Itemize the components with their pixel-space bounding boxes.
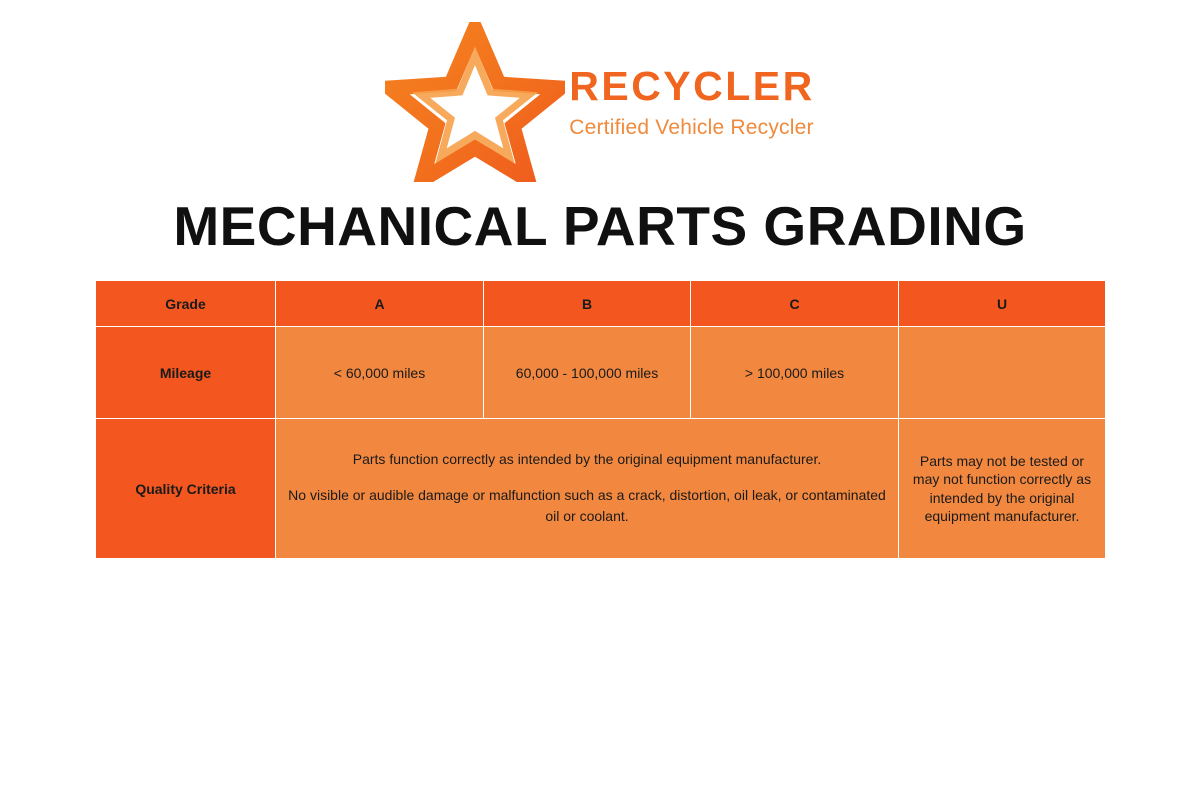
header-a: A xyxy=(276,281,484,327)
quality-abc xyxy=(276,419,899,559)
logo-text xyxy=(569,63,815,139)
brand-name: RECYCLER xyxy=(569,63,815,109)
mileage-c: > 100,000 miles xyxy=(691,327,899,419)
grading-table xyxy=(95,280,1106,559)
mileage-a: < 60,000 miles xyxy=(276,327,484,419)
brand-tagline: Certified Vehicle Recycler xyxy=(569,116,814,139)
table-row xyxy=(96,327,1106,419)
row-label-mileage: Mileage xyxy=(96,327,276,419)
mileage-b: 60,000 - 100,000 miles xyxy=(484,327,691,419)
header-grade: Grade xyxy=(96,281,276,327)
page-title: MECHANICAL PARTS GRADING xyxy=(173,195,1027,257)
header-b: B xyxy=(484,281,691,327)
table-header-row xyxy=(96,281,1106,327)
quality-u: Parts may not be tested or may not function correctly as intended by the original equipment manufacturer. xyxy=(899,419,1106,559)
quality-text-1: Parts function correctly as intended by the original equipment manufacturer. xyxy=(352,450,822,467)
logo xyxy=(0,22,1200,182)
header-c: C xyxy=(691,281,899,327)
logo-inner xyxy=(385,22,815,182)
table-row xyxy=(96,419,1106,559)
quality-text-2: No visible or audible damage or malfunction such as a crack, distortion, oil leak, or contaminated oil or coolant. xyxy=(288,486,886,525)
mileage-u xyxy=(899,327,1106,419)
header-u: U xyxy=(899,281,1106,327)
star-outline-icon xyxy=(385,22,565,182)
row-label-quality: Quality Criteria xyxy=(96,419,276,559)
